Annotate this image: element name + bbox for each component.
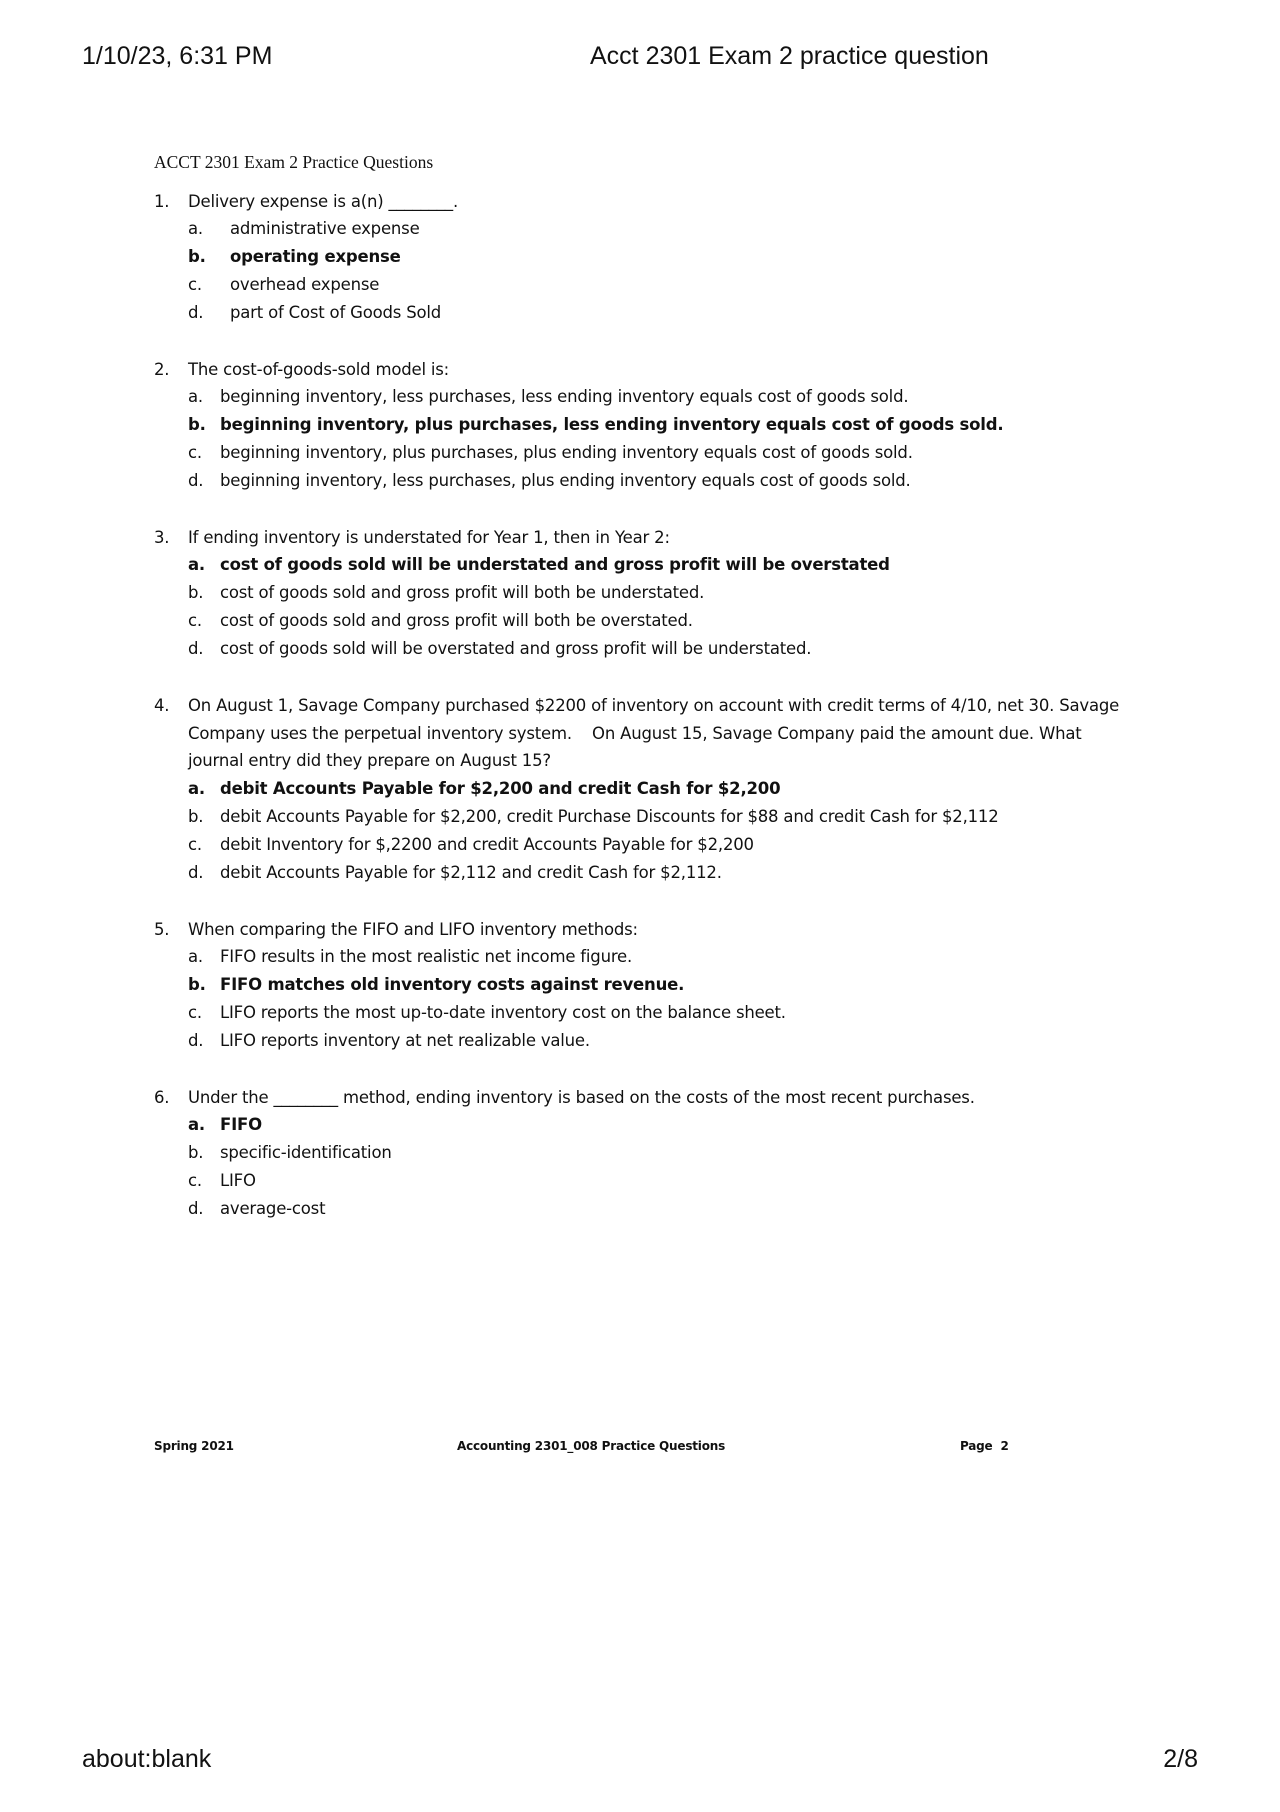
option-text: FIFO: [220, 1114, 262, 1134]
footer-course: Accounting 2301_008 Practice Questions: [457, 1439, 726, 1453]
answer-option: [154, 607, 1134, 635]
question-4: [154, 692, 1134, 887]
footer-term: Spring 2021: [154, 1439, 234, 1453]
answer-option: [154, 803, 1134, 831]
answer-option: [154, 1167, 1134, 1195]
question-text: The cost-of-goods-sold model is:: [188, 360, 450, 379]
option-letter: c.: [188, 1002, 202, 1022]
print-page-count: 2/8: [1163, 1745, 1198, 1773]
option-letter: b.: [188, 583, 204, 602]
print-url: about:blank: [82, 1745, 212, 1773]
question-text-line: On August 1, Savage Company purchased $2200 of inventory on account with credit terms of 4/10, net 30. Savage: [188, 696, 1120, 715]
answer-option-correct: [154, 1111, 1134, 1139]
answer-option-correct: [154, 551, 1134, 579]
option-text: debit Accounts Payable for $2,112 and credit Cash for $2,112.: [220, 862, 722, 882]
option-letter: c.: [188, 1170, 202, 1190]
print-header: [82, 42, 1198, 74]
option-text: cost of goods sold and gross profit will both be overstated.: [220, 611, 693, 630]
option-letter: d.: [188, 862, 204, 882]
answer-option: [154, 1027, 1134, 1055]
option-letter: a.: [188, 387, 203, 406]
option-letter: b.: [188, 974, 206, 994]
print-datetime: 1/10/23, 6:31 PM: [82, 42, 273, 70]
option-text: overhead expense: [230, 275, 380, 294]
answer-option: [154, 1139, 1134, 1167]
option-text: LIFO reports the most up-to-date inventory cost on the balance sheet.: [220, 1002, 786, 1022]
option-text: debit Inventory for $,2200 and credit Accounts Payable for $2,200: [220, 834, 754, 854]
option-letter: b.: [188, 1142, 204, 1162]
question-3: [154, 524, 1134, 663]
option-text: average-cost: [220, 1198, 326, 1218]
option-text: operating expense: [230, 247, 401, 266]
answer-option: [154, 299, 1134, 327]
option-letter: a.: [188, 778, 206, 798]
answer-option: [154, 271, 1134, 299]
answer-option: [154, 383, 1134, 411]
question-stem: [154, 692, 1134, 775]
question-1: [154, 188, 1134, 327]
question-text: When comparing the FIFO and LIFO inventory methods:: [188, 919, 638, 939]
option-letter: c.: [188, 611, 202, 630]
option-letter: d.: [188, 639, 204, 658]
question-5: [154, 916, 1134, 1055]
question-2: [154, 356, 1134, 495]
option-text: beginning inventory, less purchases, plus ending inventory equals cost of goods sold.: [220, 471, 911, 490]
answer-option: [154, 635, 1134, 663]
option-text: beginning inventory, less purchases, less ending inventory equals cost of goods sold.: [220, 387, 909, 406]
option-letter: b.: [188, 247, 206, 266]
answer-option: [154, 1195, 1134, 1223]
answer-option: [154, 943, 1134, 971]
question-text-line: Company uses the perpetual inventory system. On August 15, Savage Company paid the amount due. What: [188, 723, 1082, 743]
answer-option: [154, 999, 1134, 1027]
question-text: If ending inventory is understated for Year 1, then in Year 2:: [188, 528, 670, 547]
footer-page-number: Page 2: [960, 1439, 1009, 1453]
option-letter: d.: [188, 1198, 204, 1218]
question-stem: [154, 916, 1134, 943]
question-text-line: journal entry did they prepare on August 15?: [188, 751, 551, 770]
option-text: FIFO results in the most realistic net income figure.: [220, 946, 633, 966]
option-text: cost of goods sold will be overstated and gross profit will be understated.: [220, 639, 812, 658]
answer-option: [154, 215, 1134, 243]
document-body: [154, 152, 1134, 1252]
question-stem: [154, 1084, 1134, 1111]
question-number: 2.: [154, 360, 170, 379]
option-text: debit Accounts Payable for $2,200 and credit Cash for $2,200: [220, 778, 781, 798]
option-text: LIFO reports inventory at net realizable value.: [220, 1030, 590, 1050]
option-text: LIFO: [220, 1170, 256, 1190]
option-text: cost of goods sold will be understated and gross profit will be overstated: [220, 555, 890, 574]
answer-option-correct: [154, 775, 1134, 803]
question-text: Under the ________ method, ending inventory is based on the costs of the most recent purchases.: [188, 1087, 975, 1107]
option-text: beginning inventory, plus purchases, plus ending inventory equals cost of goods sold.: [220, 443, 913, 462]
option-letter: c.: [188, 275, 202, 294]
question-stem: [154, 188, 1134, 215]
option-letter: a.: [188, 946, 203, 966]
answer-option-correct: [154, 243, 1134, 271]
question-number: 6.: [154, 1087, 170, 1107]
answer-option: [154, 579, 1134, 607]
option-letter: c.: [188, 834, 202, 854]
print-title: Acct 2301 Exam 2 practice question: [590, 42, 989, 70]
option-letter: d.: [188, 1030, 204, 1050]
option-letter: b.: [188, 806, 204, 826]
question-stem: [154, 356, 1134, 383]
question-number: 1.: [154, 192, 170, 211]
document-title: ACCT 2301 Exam 2 Practice Questions: [154, 152, 434, 172]
option-letter: c.: [188, 443, 202, 462]
answer-option: [154, 831, 1134, 859]
option-text: part of Cost of Goods Sold: [230, 303, 442, 322]
option-letter: d.: [188, 303, 204, 322]
print-footer: [82, 1745, 1198, 1777]
option-letter: b.: [188, 415, 206, 434]
question-number: 5.: [154, 919, 170, 939]
option-text: administrative expense: [230, 219, 420, 238]
question-number: 4.: [154, 696, 170, 715]
answer-option-correct: [154, 971, 1134, 999]
option-text: beginning inventory, plus purchases, less ending inventory equals cost of goods sold.: [220, 415, 1004, 434]
answer-option: [154, 859, 1134, 887]
question-stem: [154, 524, 1134, 551]
question-6: [154, 1084, 1134, 1223]
option-text: debit Accounts Payable for $2,200, credit Purchase Discounts for $88 and credit Cash for $2,112: [220, 806, 999, 826]
answer-option: [154, 439, 1134, 467]
option-letter: a.: [188, 219, 203, 238]
answer-option-correct: [154, 411, 1134, 439]
option-letter: d.: [188, 471, 204, 490]
question-text: Delivery expense is a(n) ________.: [188, 192, 458, 211]
question-number: 3.: [154, 528, 170, 547]
option-letter: a.: [188, 1114, 206, 1134]
option-letter: a.: [188, 555, 206, 574]
option-text: FIFO matches old inventory costs against revenue.: [220, 974, 685, 994]
answer-option: [154, 467, 1134, 495]
option-text: cost of goods sold and gross profit will both be understated.: [220, 583, 705, 602]
document-footer: [154, 1439, 1014, 1459]
option-text: specific-identification: [220, 1142, 392, 1162]
